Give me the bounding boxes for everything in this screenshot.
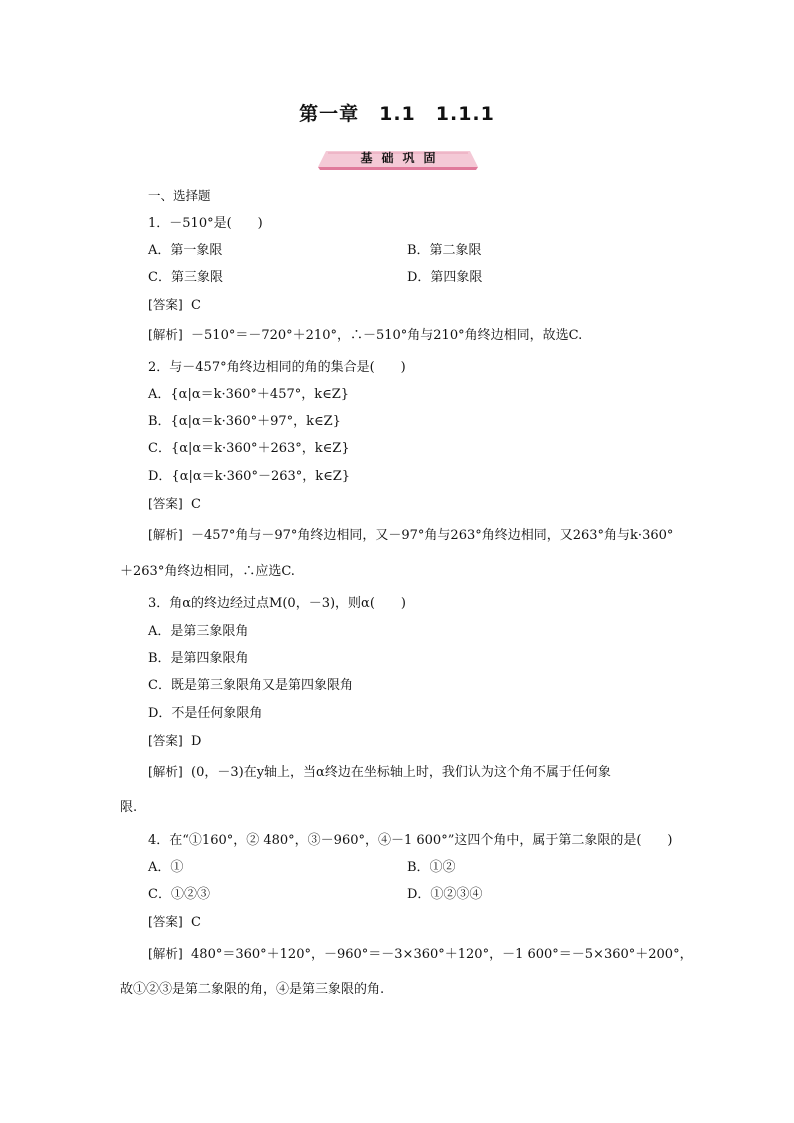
question-1-analysis — [148, 327, 582, 344]
answer-tag: [答案] — [148, 297, 183, 312]
question-1-stem: 1．－510°是( ) — [148, 216, 263, 231]
answer-value: D — [191, 734, 202, 749]
question-1-option-b: B．第二象限 — [407, 243, 482, 258]
question-4-option-a: A．① — [148, 860, 184, 875]
question-3-option-a: A．是第三象限角 — [148, 624, 249, 639]
chapter-title: 第一章 1.1 1.1.1 — [299, 103, 495, 125]
question-3-stem: 3．角α的终边经过点M(0，－3)，则α( ) — [148, 596, 406, 611]
question-2-answer — [148, 496, 201, 513]
answer-value: C — [191, 497, 201, 512]
question-4-option-d: D．①②③④ — [407, 887, 483, 902]
question-1-option-a: A．第一象限 — [148, 243, 223, 258]
question-4-analysis-cont: 故①②③是第二象限的角，④是第三象限的角. — [120, 982, 385, 997]
question-3-analysis-cont: 限. — [120, 800, 138, 815]
analysis-tag: [解析] — [148, 946, 183, 961]
question-3-option-b: B．是第四象限角 — [148, 651, 249, 666]
question-4-option-b: B．①② — [407, 860, 456, 875]
analysis-text: －510°＝－720°＋210°，∴－510°角与210°角终边相同，故选C. — [191, 328, 583, 343]
question-2-option-d: D．{α|α＝k·360°－263°，k∈Z} — [148, 469, 351, 484]
analysis-tag: [解析] — [148, 764, 183, 779]
question-2-option-a: A．{α|α＝k·360°＋457°，k∈Z} — [148, 387, 350, 402]
answer-value: C — [191, 915, 201, 930]
question-2-option-b: B．{α|α＝k·360°＋97°，k∈Z} — [148, 414, 341, 429]
analysis-tag: [解析] — [148, 327, 183, 342]
answer-tag: [答案] — [148, 496, 183, 511]
question-3-answer — [148, 733, 201, 750]
question-4-option-c: C．①②③ — [148, 887, 210, 902]
question-2-analysis — [148, 527, 673, 544]
analysis-tag: [解析] — [148, 527, 183, 542]
banner-label: 基础巩固 — [360, 151, 445, 165]
analysis-text: －457°角与－97°角终边相同，又－97°角与263°角终边相同，又263°角与k·360° — [191, 528, 674, 543]
question-3-analysis — [148, 764, 611, 781]
question-4-answer — [148, 914, 201, 931]
answer-tag: [答案] — [148, 914, 183, 929]
section-label: 一、选择题 — [148, 188, 211, 203]
analysis-text: 480°＝360°＋120°，－960°＝－3×360°＋120°，－1 600°＝－5×360°＋200°， — [191, 947, 693, 962]
question-4-stem: 4．在“①160°，② 480°，③－960°，④－1 600°”这四个角中，属于第二象限的是( ) — [148, 833, 673, 848]
question-2-option-c: C．{α|α＝k·360°＋263°，k∈Z} — [148, 441, 350, 456]
question-1-option-c: C．第三象限 — [148, 270, 223, 285]
question-3-option-c: C．既是第三象限角又是第四象限角 — [148, 678, 353, 693]
question-4-analysis — [148, 946, 693, 963]
question-1-answer — [148, 297, 201, 314]
answer-value: C — [191, 298, 201, 313]
analysis-text: (0，－3)在y轴上，当α终边在坐标轴上时，我们认为这个角不属于任何象 — [191, 765, 611, 780]
question-3-option-d: D．不是任何象限角 — [148, 706, 263, 721]
question-2-analysis-cont: ＋263°角终边相同，∴应选C. — [120, 564, 295, 579]
question-1-option-d: D．第四象限 — [407, 270, 483, 285]
answer-tag: [答案] — [148, 733, 183, 748]
question-2-stem: 2．与－457°角终边相同的角的集合是( ) — [148, 360, 406, 375]
